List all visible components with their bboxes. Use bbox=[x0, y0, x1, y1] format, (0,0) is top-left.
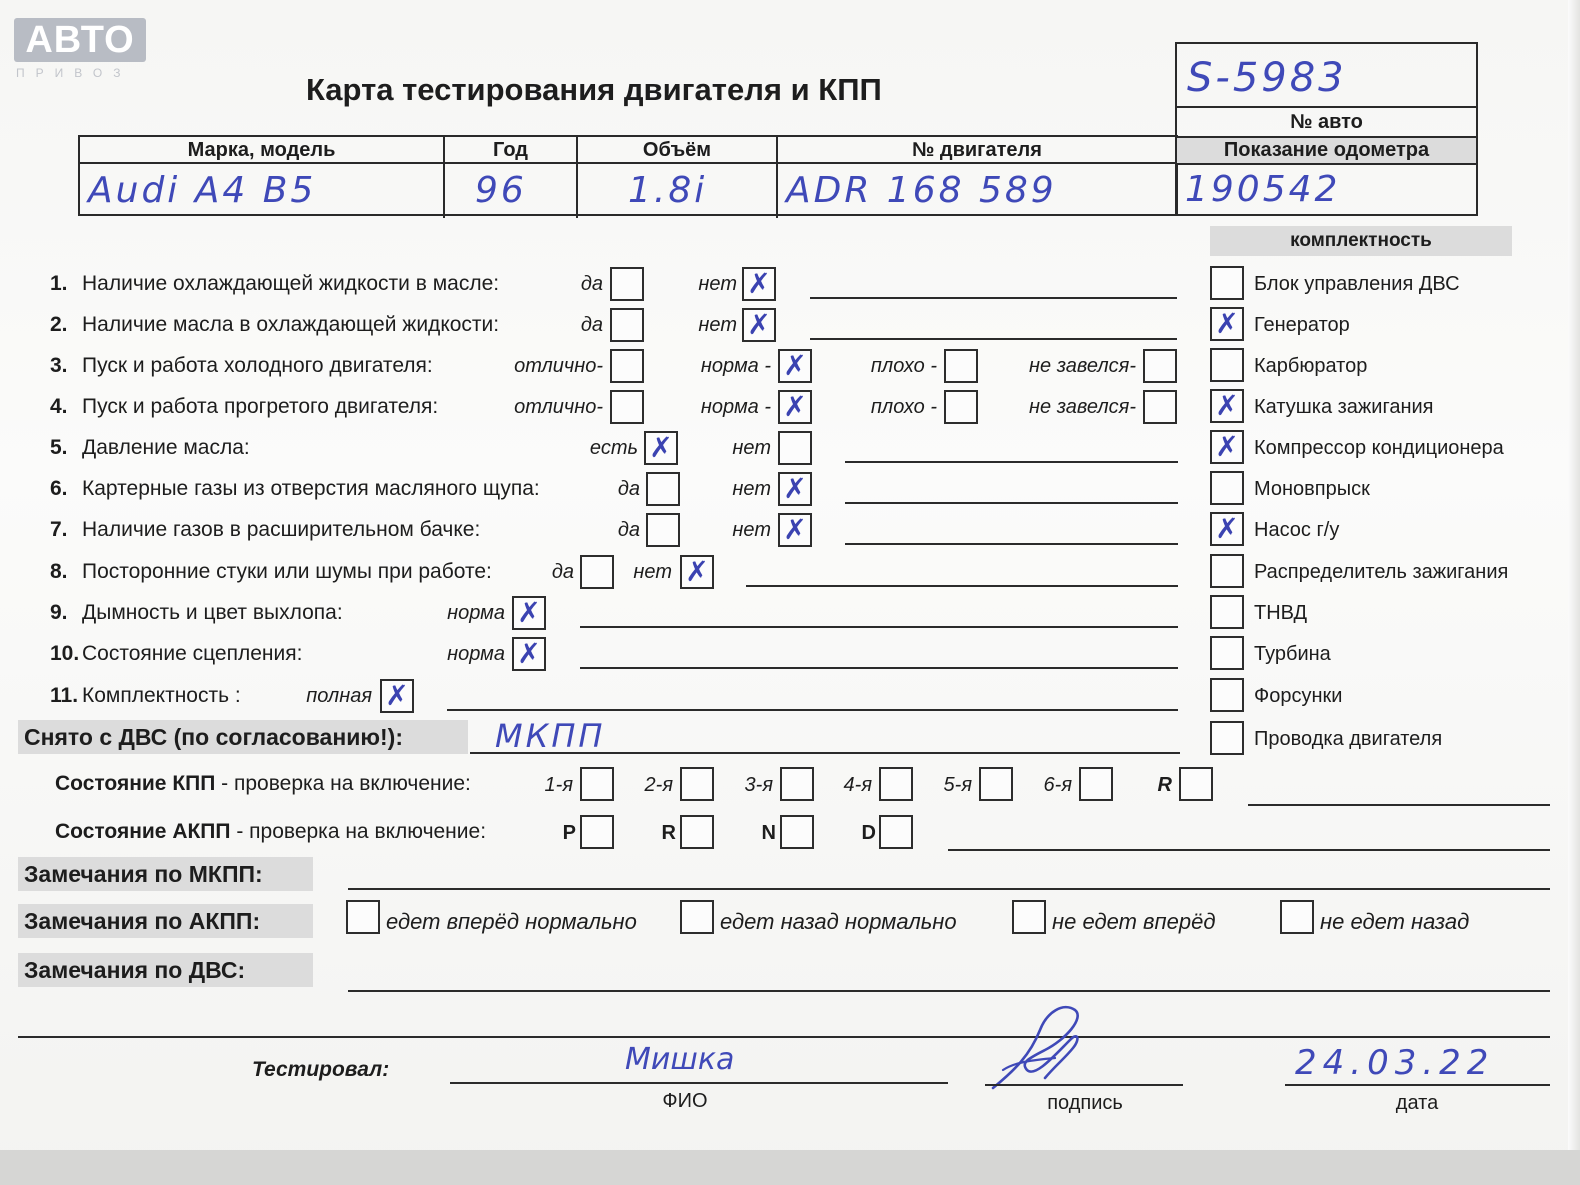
option-label: есть bbox=[589, 437, 638, 459]
auto-number-value[interactable]: S-5983 bbox=[1187, 55, 1347, 101]
question-number: 11. bbox=[50, 684, 79, 707]
question-text: Комплектность : bbox=[82, 684, 241, 707]
option-label: нет bbox=[732, 519, 771, 541]
option-label: не завелся- bbox=[1029, 355, 1136, 377]
option-checkbox[interactable] bbox=[1143, 349, 1177, 383]
option-checkbox[interactable] bbox=[680, 555, 714, 589]
kpp-line bbox=[1248, 804, 1550, 806]
kpp-title-bold: Состояние КПП bbox=[55, 772, 216, 795]
komplektnost-checkbox[interactable] bbox=[1210, 512, 1244, 546]
komplektnost-label: Моновпрыск bbox=[1254, 478, 1370, 500]
check-mark-icon: ✗ bbox=[1215, 430, 1239, 463]
option-label: нет bbox=[732, 437, 771, 459]
question-row bbox=[50, 554, 492, 590]
akpp-title-rest: - проверка на включение: bbox=[230, 820, 487, 843]
vehicle-info-table bbox=[78, 135, 1178, 216]
option-label: да bbox=[617, 519, 640, 541]
remarks-dvs-line[interactable] bbox=[348, 990, 1550, 992]
option-label: не завелся- bbox=[1029, 396, 1136, 418]
gear-checkbox[interactable] bbox=[780, 767, 814, 801]
question-text: Посторонние стуки или шумы при работе: bbox=[82, 560, 492, 583]
comment-line[interactable] bbox=[810, 338, 1177, 340]
option-label: нет bbox=[698, 314, 737, 336]
akpp-title bbox=[55, 815, 486, 849]
divider bbox=[1177, 163, 1476, 165]
question-text: Дымность и цвет выхлопа: bbox=[82, 601, 343, 624]
option-label: да bbox=[580, 314, 603, 336]
check-mark-icon: ✗ bbox=[783, 472, 807, 505]
auto-number-label: № авто bbox=[1290, 111, 1363, 133]
gear-checkbox[interactable] bbox=[680, 767, 714, 801]
akpp-remark-checkbox[interactable] bbox=[1280, 900, 1314, 934]
logo-text: АВТО bbox=[14, 18, 146, 62]
tester-name[interactable]: Мишка bbox=[625, 1042, 735, 1077]
question-row bbox=[50, 636, 302, 672]
kpp-title bbox=[55, 767, 471, 801]
option-checkbox[interactable] bbox=[610, 308, 644, 342]
comment-line[interactable] bbox=[845, 461, 1178, 463]
odometer-label: Показание одометра bbox=[1177, 138, 1476, 163]
question-row bbox=[50, 471, 540, 507]
question-number: 7. bbox=[50, 518, 68, 541]
option-label: отлично- bbox=[514, 396, 603, 418]
col-volume bbox=[578, 137, 778, 218]
question-row bbox=[50, 348, 433, 384]
komplektnost-checkbox[interactable] bbox=[1210, 595, 1244, 629]
comment-line[interactable] bbox=[810, 297, 1177, 299]
question-row bbox=[50, 512, 480, 548]
paper-edge bbox=[1568, 0, 1580, 1185]
komplektnost-checkbox[interactable] bbox=[1210, 554, 1244, 588]
question-text: Наличие газов в расширительном бачке: bbox=[82, 518, 481, 541]
option-checkbox[interactable] bbox=[742, 308, 776, 342]
fio-line bbox=[450, 1082, 948, 1084]
option-checkbox[interactable] bbox=[778, 349, 812, 383]
check-mark-icon: ✗ bbox=[1215, 512, 1239, 545]
question-text: Давление масла: bbox=[82, 436, 250, 459]
option-checkbox[interactable] bbox=[580, 555, 614, 589]
komplektnost-checkbox[interactable] bbox=[1210, 430, 1244, 464]
option-checkbox[interactable] bbox=[380, 679, 414, 713]
komplektnost-checkbox[interactable] bbox=[1210, 348, 1244, 382]
check-mark-icon: ✗ bbox=[685, 555, 709, 588]
mode-checkbox[interactable] bbox=[580, 815, 614, 849]
date-line bbox=[1285, 1084, 1550, 1086]
option-checkbox[interactable] bbox=[512, 596, 546, 630]
signature-line bbox=[985, 1084, 1183, 1086]
akpp-remark-label: не едет назад bbox=[1320, 909, 1470, 934]
akpp-title-bold: Состояние АКПП bbox=[55, 820, 231, 843]
question-text: Наличие масла в охлаждающей жидкости: bbox=[82, 313, 500, 336]
check-mark-icon: ✗ bbox=[1215, 389, 1239, 422]
akpp-remark-label: едет вперёд нормально bbox=[386, 909, 637, 934]
komplektnost-label: Распределитель зажигания bbox=[1254, 561, 1509, 583]
kpp-title-rest: - проверка на включение: bbox=[215, 772, 471, 795]
odometer-value[interactable]: 190542 bbox=[1185, 169, 1341, 210]
col-label: Объём bbox=[578, 137, 776, 164]
gear-label: 1-я bbox=[544, 774, 573, 796]
gear-checkbox[interactable] bbox=[1079, 767, 1113, 801]
option-label: плохо - bbox=[870, 396, 937, 418]
option-checkbox[interactable] bbox=[742, 267, 776, 301]
volume-value[interactable]: 1.8i bbox=[628, 170, 708, 211]
akpp-remark-checkbox[interactable] bbox=[1012, 900, 1046, 934]
komplektnost-label: Блок управления ДВС bbox=[1254, 273, 1460, 295]
option-label: норма bbox=[447, 602, 505, 624]
mode-checkbox[interactable] bbox=[879, 815, 913, 849]
check-mark-icon: ✗ bbox=[783, 390, 807, 423]
gear-label: 2-я bbox=[644, 774, 673, 796]
option-checkbox[interactable] bbox=[944, 349, 978, 383]
option-label: нет bbox=[732, 478, 771, 500]
check-mark-icon: ✗ bbox=[747, 267, 771, 300]
check-mark-icon: ✗ bbox=[747, 308, 771, 341]
option-checkbox[interactable] bbox=[610, 390, 644, 424]
komplektnost-label: Катушка зажигания bbox=[1254, 396, 1434, 418]
page-title: Карта тестирования двигателя и КПП bbox=[306, 72, 882, 107]
question-number: 10. bbox=[50, 642, 80, 665]
option-checkbox[interactable] bbox=[1143, 390, 1177, 424]
akpp-remark-checkbox[interactable] bbox=[680, 900, 714, 934]
col-label: Марка, модель bbox=[80, 137, 443, 164]
question-row bbox=[50, 678, 241, 714]
check-mark-icon: ✗ bbox=[783, 513, 807, 546]
mode-label: N bbox=[761, 822, 776, 844]
question-text: Картерные газы из отверстия масляного щупа: bbox=[82, 477, 540, 500]
question-number: 8. bbox=[50, 560, 68, 583]
question-text: Наличие охлаждающей жидкости в масле: bbox=[82, 272, 500, 295]
gear-label: 5-я bbox=[943, 774, 972, 796]
option-label: норма - bbox=[700, 355, 771, 377]
komplektnost-label: Генератор bbox=[1254, 314, 1350, 336]
option-label: да bbox=[580, 273, 603, 295]
signature[interactable] bbox=[985, 1000, 1095, 1095]
remarks-akpp-label: Замечания по АКПП: bbox=[18, 904, 313, 938]
gear-label: 4-я bbox=[843, 774, 872, 796]
scan-background bbox=[0, 1150, 1580, 1185]
option-checkbox[interactable] bbox=[646, 513, 680, 547]
gear-checkbox[interactable] bbox=[979, 767, 1013, 801]
gear-checkbox[interactable] bbox=[879, 767, 913, 801]
col-label: № двигателя bbox=[778, 137, 1176, 164]
question-text: Пуск и работа прогретого двигателя: bbox=[82, 395, 439, 418]
question-number: 9. bbox=[50, 601, 68, 624]
komplektnost-label: Турбина bbox=[1254, 643, 1331, 665]
question-number: 3. bbox=[50, 354, 68, 377]
komplektnost-label: Насос г/у bbox=[1254, 519, 1340, 541]
question-row bbox=[50, 389, 438, 425]
komplektnost-label: Компрессор кондиционера bbox=[1254, 437, 1504, 459]
option-label: нет bbox=[633, 561, 672, 583]
option-checkbox[interactable] bbox=[778, 472, 812, 506]
komplektnost-label: Форсунки bbox=[1254, 685, 1343, 707]
comment-line[interactable] bbox=[580, 626, 1178, 628]
removed-line bbox=[470, 752, 1180, 754]
fio-label: ФИО bbox=[662, 1090, 708, 1112]
date-label: дата bbox=[1395, 1092, 1439, 1114]
option-checkbox[interactable] bbox=[512, 637, 546, 671]
option-label: да bbox=[617, 478, 640, 500]
komplektnost-label: Карбюратор bbox=[1254, 355, 1368, 377]
gear-label: R bbox=[1157, 774, 1172, 796]
logo-subtext: ПРИВОЗ bbox=[16, 66, 132, 80]
comment-line[interactable] bbox=[447, 709, 1178, 711]
komplektnost-checkbox[interactable] bbox=[1210, 636, 1244, 670]
gear-label: 6-я bbox=[1043, 774, 1072, 796]
komplektnost-checkbox[interactable] bbox=[1210, 307, 1244, 341]
option-checkbox[interactable] bbox=[778, 431, 812, 465]
komplektnost-checkbox[interactable] bbox=[1210, 721, 1244, 755]
komplektnost-checkbox[interactable] bbox=[1210, 266, 1244, 300]
gear-label: 3-я bbox=[744, 774, 773, 796]
remarks-dvs-line-2[interactable] bbox=[18, 1036, 1550, 1038]
col-engine-number bbox=[778, 137, 1176, 218]
option-checkbox[interactable] bbox=[644, 431, 678, 465]
auto-number-box bbox=[1175, 42, 1478, 216]
remarks-mkpp-label: Замечания по МКПП: bbox=[18, 857, 313, 891]
check-mark-icon: ✗ bbox=[517, 596, 541, 629]
question-number: 5. bbox=[50, 436, 68, 459]
option-checkbox[interactable] bbox=[944, 390, 978, 424]
question-row bbox=[50, 595, 343, 631]
make-model-value[interactable]: Audi A4 B5 bbox=[88, 170, 317, 211]
check-mark-icon: ✗ bbox=[649, 431, 673, 464]
removed-label: Снято с ДВС (по согласованию!): bbox=[18, 720, 468, 754]
komplektnost-label: Проводка двигателя bbox=[1254, 728, 1443, 750]
question-row bbox=[50, 266, 499, 302]
option-checkbox[interactable] bbox=[610, 349, 644, 383]
engine-number-value[interactable]: ADR 168 589 bbox=[786, 170, 1057, 211]
question-number: 4. bbox=[50, 395, 68, 418]
check-mark-icon: ✗ bbox=[385, 679, 409, 712]
question-row bbox=[50, 307, 499, 343]
col-make-model bbox=[80, 137, 445, 218]
year-value[interactable]: 96 bbox=[475, 170, 527, 211]
check-mark-icon: ✗ bbox=[1215, 307, 1239, 340]
mode-checkbox[interactable] bbox=[780, 815, 814, 849]
option-label: полная bbox=[306, 685, 372, 707]
signature-label: подпись bbox=[1047, 1092, 1123, 1114]
question-number: 1. bbox=[50, 272, 68, 295]
comment-line[interactable] bbox=[845, 543, 1178, 545]
question-number: 6. bbox=[50, 477, 68, 500]
question-text: Состояние сцепления: bbox=[82, 642, 303, 665]
akpp-remark-label: не едет вперёд bbox=[1052, 909, 1216, 934]
mode-checkbox[interactable] bbox=[680, 815, 714, 849]
akpp-line bbox=[948, 849, 1550, 851]
date-value[interactable]: 24.03.22 bbox=[1295, 1043, 1495, 1083]
check-mark-icon: ✗ bbox=[517, 637, 541, 670]
mode-label: D bbox=[861, 822, 876, 844]
col-year bbox=[445, 137, 578, 218]
option-label: норма - bbox=[700, 396, 771, 418]
komplektnost-header: комплектность bbox=[1210, 226, 1512, 256]
comment-line[interactable] bbox=[580, 667, 1178, 669]
check-mark-icon: ✗ bbox=[783, 349, 807, 382]
option-checkbox[interactable] bbox=[778, 513, 812, 547]
option-label: отлично- bbox=[514, 355, 603, 377]
tested-by-label: Тестировал: bbox=[252, 1058, 390, 1081]
komplektnost-checkbox[interactable] bbox=[1210, 678, 1244, 712]
gear-checkbox[interactable] bbox=[1179, 767, 1213, 801]
gear-checkbox[interactable] bbox=[580, 767, 614, 801]
question-row bbox=[50, 430, 250, 466]
option-checkbox[interactable] bbox=[778, 390, 812, 424]
akpp-remark-checkbox[interactable] bbox=[346, 900, 380, 934]
akpp-remark-label: едет назад нормально bbox=[720, 909, 957, 934]
option-checkbox[interactable] bbox=[646, 472, 680, 506]
komplektnost-label: ТНВД bbox=[1254, 602, 1308, 624]
col-label: Год bbox=[445, 137, 576, 164]
remarks-mkpp-line[interactable] bbox=[348, 888, 1550, 890]
question-number: 2. bbox=[50, 313, 68, 336]
option-label: да bbox=[551, 561, 574, 583]
mode-label: P bbox=[562, 822, 576, 844]
removed-value[interactable]: МКПП bbox=[495, 717, 606, 755]
comment-line[interactable] bbox=[746, 585, 1178, 587]
logo-watermark bbox=[14, 14, 150, 84]
mode-label: R bbox=[661, 822, 676, 844]
comment-line[interactable] bbox=[845, 502, 1178, 504]
option-checkbox[interactable] bbox=[610, 267, 644, 301]
question-text: Пуск и работа холодного двигателя: bbox=[82, 354, 433, 377]
komplektnost-checkbox[interactable] bbox=[1210, 389, 1244, 423]
option-label: нет bbox=[698, 273, 737, 295]
remarks-dvs-label: Замечания по ДВС: bbox=[18, 953, 313, 987]
komplektnost-checkbox[interactable] bbox=[1210, 471, 1244, 505]
option-label: плохо - bbox=[870, 355, 937, 377]
option-label: норма bbox=[447, 643, 505, 665]
